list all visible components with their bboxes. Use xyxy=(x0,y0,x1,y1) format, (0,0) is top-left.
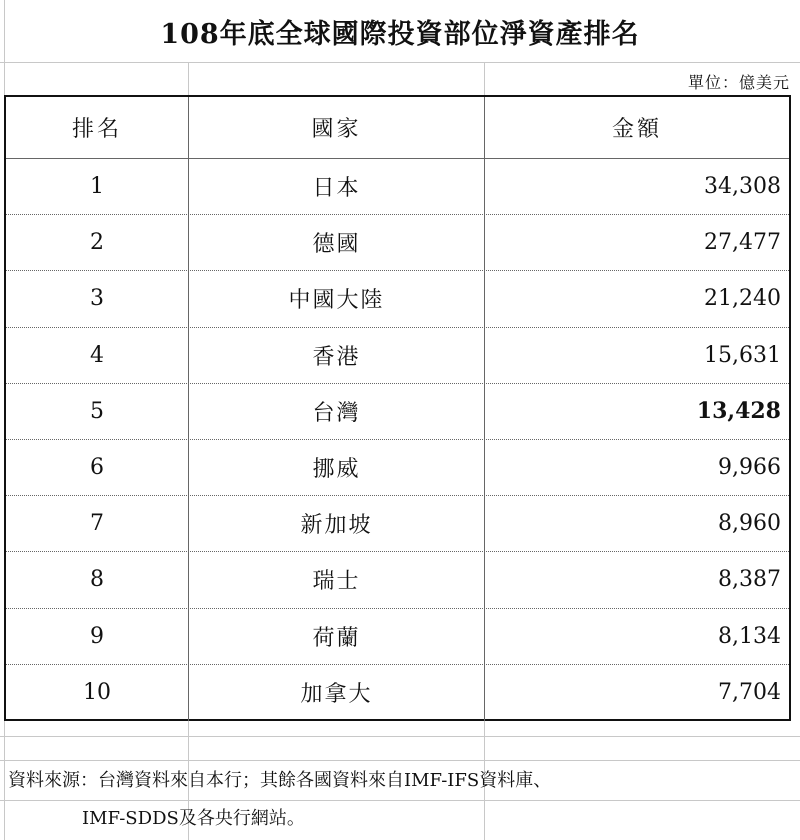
table-row xyxy=(6,271,789,327)
grid-line xyxy=(0,760,800,761)
table-row xyxy=(6,384,789,440)
rank-cell: 5 xyxy=(6,384,189,439)
country-cell: 荷蘭 xyxy=(189,609,485,664)
amount-cell: 21,240 xyxy=(704,286,781,312)
grid-line xyxy=(0,62,800,63)
amount-cell: 8,387 xyxy=(718,567,781,593)
table-row xyxy=(6,496,789,552)
rank-cell: 7 xyxy=(6,496,189,551)
country-cell: 日本 xyxy=(189,159,485,214)
country-cell: 香港 xyxy=(189,328,485,383)
header-rank: 排名 xyxy=(6,97,189,158)
country-cell: 新加坡 xyxy=(189,496,485,551)
ranking-table xyxy=(4,95,791,721)
rank-cell: 10 xyxy=(6,665,189,721)
table-row xyxy=(6,552,789,608)
rank-cell: 1 xyxy=(6,159,189,214)
page-title: 108年底全球國際投資部位淨資產排名 xyxy=(160,18,640,50)
amount-cell: 13,428 xyxy=(696,398,781,425)
grid-line xyxy=(0,800,800,801)
header-amount: 金額 xyxy=(611,117,662,142)
rank-cell: 4 xyxy=(6,328,189,383)
amount-cell: 8,134 xyxy=(718,623,781,649)
country-cell: 瑞士 xyxy=(189,552,485,607)
amount-cell: 7,704 xyxy=(718,680,781,706)
rank-cell: 6 xyxy=(6,440,189,495)
country-cell: 德國 xyxy=(189,215,485,270)
amount-cell: 34,308 xyxy=(704,174,781,200)
table-row xyxy=(6,215,789,271)
table-row xyxy=(6,440,789,496)
country-cell: 挪威 xyxy=(189,440,485,495)
grid-line xyxy=(0,736,800,737)
unit-label: 單位：億美元 xyxy=(687,73,790,92)
source-note-line-2: IMF-SDDS及各央行網站。 xyxy=(82,808,305,829)
table-row xyxy=(6,328,789,384)
source-note-line-1: 資料來源：台灣資料來自本行；其餘各國資料來自IMF-IFS資料庫、 xyxy=(8,770,552,791)
country-cell: 台灣 xyxy=(189,384,485,439)
rank-cell: 9 xyxy=(6,609,189,664)
amount-cell: 15,631 xyxy=(704,342,781,368)
table-row xyxy=(6,159,789,215)
table-row xyxy=(6,609,789,665)
amount-cell: 8,960 xyxy=(718,511,781,537)
header-country: 國家 xyxy=(189,97,485,158)
table-header-row xyxy=(6,97,789,159)
rank-cell: 2 xyxy=(6,215,189,270)
table-row xyxy=(6,665,789,721)
country-cell: 加拿大 xyxy=(189,665,485,721)
rank-cell: 3 xyxy=(6,271,189,326)
rank-cell: 8 xyxy=(6,552,189,607)
country-cell: 中國大陸 xyxy=(189,271,485,326)
amount-cell: 9,966 xyxy=(718,455,781,481)
amount-cell: 27,477 xyxy=(704,230,781,256)
